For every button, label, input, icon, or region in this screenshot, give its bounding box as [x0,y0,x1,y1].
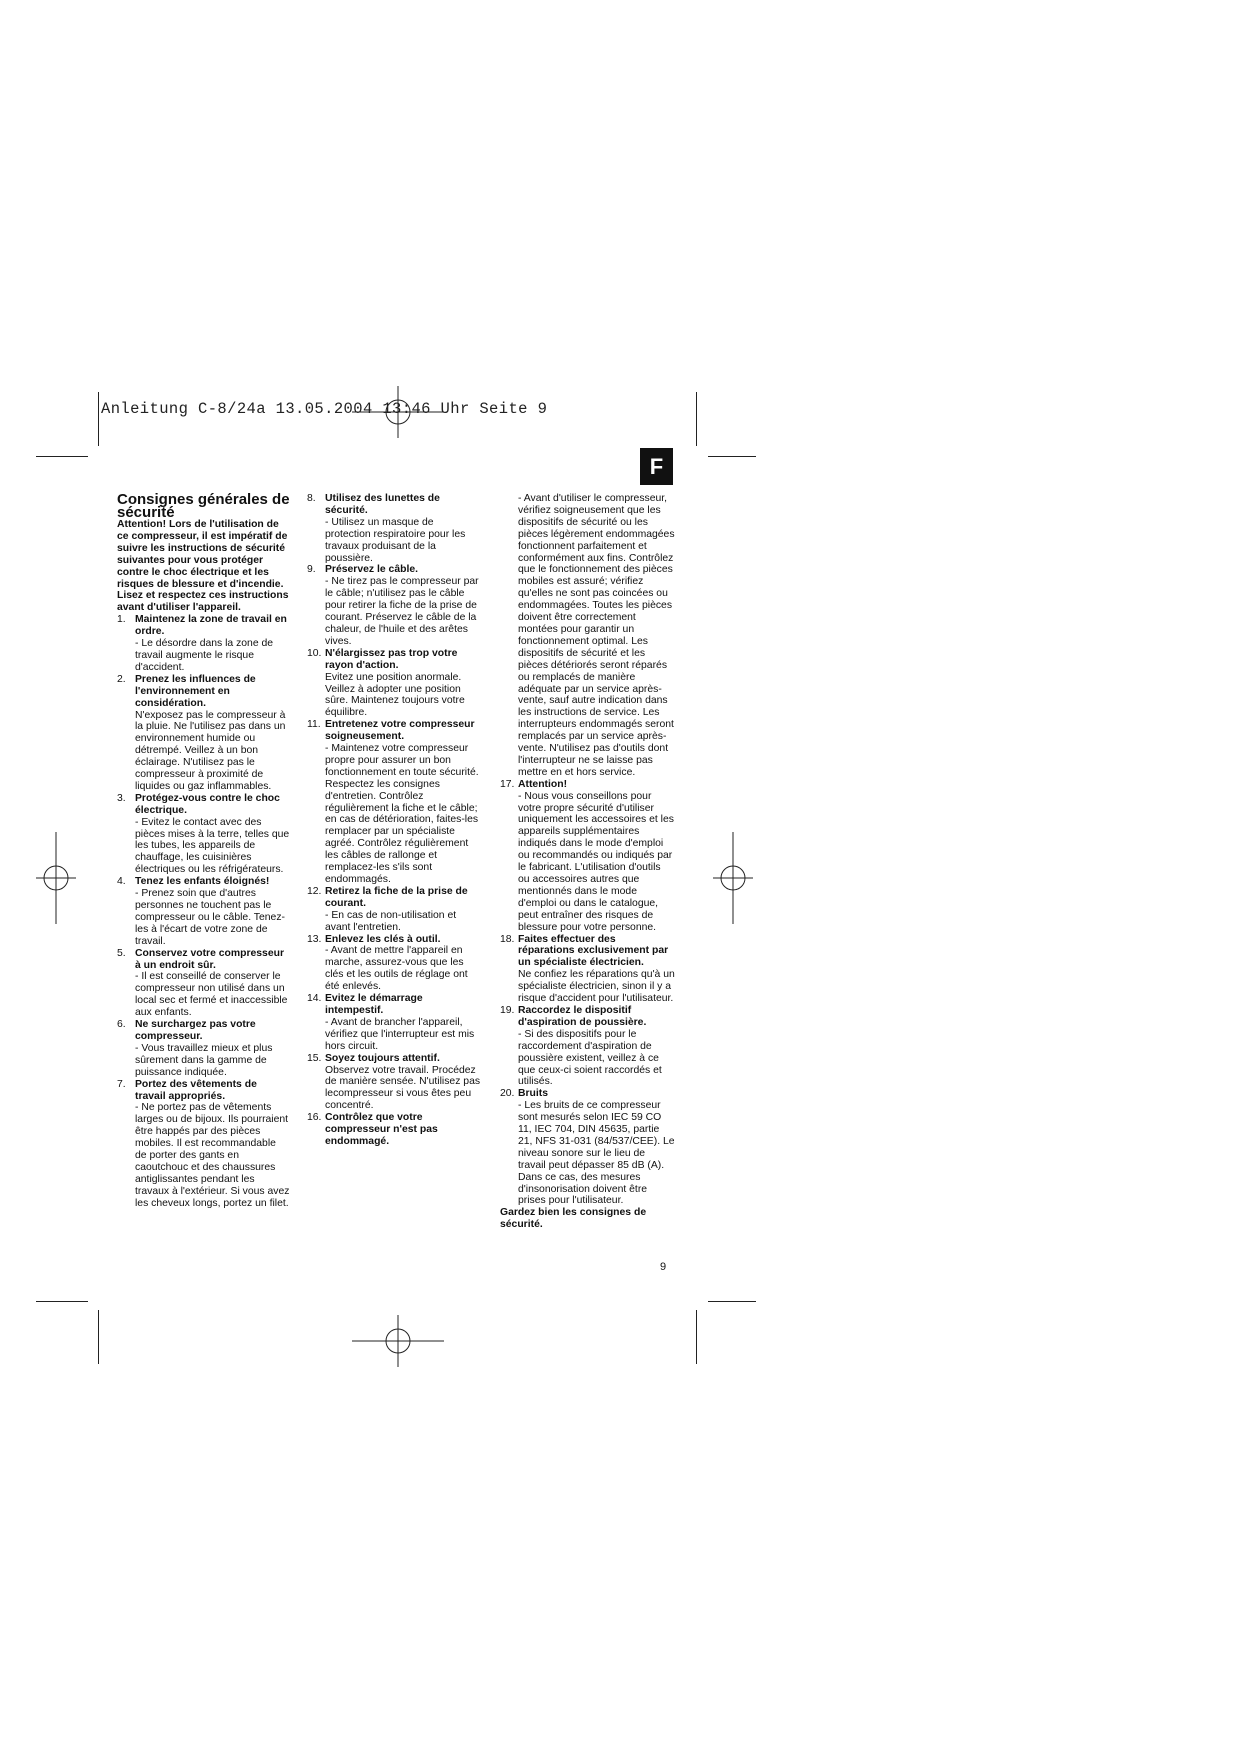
item-text: - Avant de brancher l'appareil, vérifiez que l'interrupteur est mis hors circuit. [325,1016,475,1052]
page-number: 9 [660,1261,667,1273]
list-item: 17. Attention! - Nous vous conseillons pour votre propre sécurité d'utiliser uniquement les accessoires et les appareils supplémentaires indiqués dans le mode d'emploi ou recommandés ou indiqués par le fabricant. L'utilisation d'outils ou accessoires autres que mentionnés dans le mode d'emploi ou dans le catalogue, peut entraîner des risques de blessure pour votre personne. [500,778,674,933]
item-heading: Entretenez votre compresseur soigneusement. [325,719,475,743]
column-3 [500,493,675,1231]
item-heading: Bruits [518,1088,549,1100]
item-text: Evitez une position anormale. Veillez à adopter une position sûre. Maintenez toujours votre équilibre. [325,671,465,719]
list-item [500,493,675,779]
crop-mark-top-right-vertical [696,392,697,446]
print-slug-header: Anleitung C-8/24a 13.05.2004 13:46 Uhr Seite 9 [101,400,548,418]
crop-mark-top-left-horizontal [36,456,88,457]
item-heading: Faites effectuer des réparations exclusivement par un spécialiste électricien. [518,933,669,969]
list-item: 12. Retirez la fiche de la prise de courant. - En cas de non-utilisation et avant l'entretien. [307,886,482,934]
item-heading: Conservez votre compresseur à un endroit sûr. [135,947,284,971]
item-text: - Avant d'utiliser le compresseur, vérifiez soigneusement que les dispositifs de sécurité ou les pièces légèrement endommagées fonctionnent parfaitement et conformément aux fins. Contrôlez que le fonctionnement des pièces mobiles est assuré; vérifiez qu'elles ne sont pas coincées ou endommagées. Toutes les pièces doivent être correctement montées pour garantir un fonctionnement optimal. Les dispositifs de sécurité et les pièces détériorés seront réparés ou remplacés de manière adéquate par un service après-vente, sauf autre indication dans les instructions de service. Les interrupteurs endommagés seront remplacés par un service après-vente. N'utilisez pas d'outils dont l'interrupteur ne se laisse pas mettre en et hors service. [518,493,675,778]
item-heading: Ne surchargez pas votre compresseur. [135,1019,256,1042]
item-heading: Raccordez le dispositif d'aspiration de poussière. [518,1004,647,1028]
item-heading: Attention! [518,778,568,790]
list-item: 14. Evitez le démarrage intempestif. - Avant de brancher l'appareil, vérifiez que l'interrupteur est mis hors circuit. [307,993,482,1053]
registration-mark-bottom-icon [352,1315,444,1367]
item-heading: Utilisez des lunettes de sécurité. [325,493,440,516]
item-text: - Maintenez votre compresseur propre pour assurer un bon fonctionnement en toute sécurité. Respectez les consignes d'entretien. Contrôlez régulièrement la fiche et le câble; en cas de détérioration, faites-les remplacer par un spécialiste agréé. Contrôlez régulièrement les câbles de rallonge et remplacez-les s'ils sont endommagés. [325,743,479,885]
item-heading: Evitez le démarrage intempestif. [325,993,423,1016]
item-heading: Portez des vêtements de travail appropriés. [135,1078,257,1102]
list-item: 8. Utilisez des lunettes de sécurité. - Utilisez un masque de protection respiratoire pour les travaux produisant de la poussière. [307,493,482,564]
intro-paragraph: Attention! Lors de l'utilisation de ce compresseur, il est impératif de suivre les instructions de sécurité suivantes pour vous protéger contre le choc électrique et les risques de blessure et d'incendie. Lisez et respectez ces instructions avant d'utiliser l'appareil. [117,519,289,614]
item-text: - Ne portez pas de vêtements larges ou de bijoux. Ils pourraient être happés par des pièces mobiles. Il est recommandable de porter des gants en caoutchouc et des chaussures antiglissantes pendant les travaux à l'extérieur. Si vous avez les cheveux longs, portez un filet. [135,1102,290,1209]
item-text: - Utilisez un masque de protection respiratoire pour les travaux produisant de la poussière. [325,516,466,564]
item-heading: Maintenez la zone de travail en ordre. [135,614,287,638]
list-item: 15. Soyez toujours attentif. Observez votre travail. Procédez de manière sensée. N'utilisez pas lecompresseur si vous êtes peu concentré. [307,1052,481,1112]
item-text: Observez votre travail. Procédez de manière sensée. N'utilisez pas lecompresseur si vous êtes peu concentré. [325,1064,481,1112]
crop-mark-bottom-left-vertical [98,1310,99,1364]
list-item: 9. Préservez le câble. - Ne tirez pas le compresseur par le câble; n'utilisez pas le câble pour retirer la fiche de la prise de courant. Préservez le câble de la chaleur, de l'huile et des arêtes vives. [307,564,482,647]
item-text: - Prenez soin que d'autres personnes ne touchent pas le compresseur ou le câble. Tenez-les à l'écart de votre zone de travail. [135,888,285,947]
item-text: - Les bruits de ce compresseur sont mesurés selon IEC 59 CO 11, IEC 704, DIN 45635, partie 21, NFS 31-031 (84/537/CEE). Le niveau sonore sur le lieu de travail peut dépasser 85 dB (A). Dans ce cas, des mesures d'insonorisation doivent être prises pour l'utilisateur. [518,1100,675,1207]
language-badge: F [640,448,673,485]
crop-mark-top-left-vertical [98,392,99,446]
item-heading: Retirez la fiche de la prise de courant. [325,885,468,909]
list-item: 18. Faites effectuer des réparations exclusivement par un spécialiste électricien. Ne confiez les réparations qu'à un spécialiste électricien, sinon il y a risque d'accident pour l'utilisateur. [500,933,675,1005]
column-2 [307,493,482,1148]
item-text: - Le désordre dans la zone de travail augmente le risque d'accident. [135,638,274,673]
crop-mark-bottom-left-horizontal [36,1301,88,1302]
item-heading: Protégez-vous contre le choc électrique. [135,792,280,816]
list-item: 4. Tenez les enfants éloignés! - Prenez soin que d'autres personnes ne touchent pas le compresseur ou le câble. Tenez-les à l'écart de votre zone de travail. [117,876,290,947]
item-heading: Contrôlez que votre compresseur n'est pas endommagé. [325,1112,438,1147]
item-text: - Ne tirez pas le compresseur par le câble; n'utilisez pas le câble pour retirer la fiche de la prise de courant. Préservez le câble de la chaleur, de l'huile et des arêtes vives. [325,576,479,647]
crop-mark-top-right-horizontal [708,456,756,457]
page-title: Consignes générales de sécurité [117,491,290,521]
list-item: 11. Entretenez votre compresseur soigneusement. - Maintenez votre compresseur propre pour assurer un bon fonctionnement en toute sécurité. Respectez les consignes d'entretien. Contrôlez régulièrement la fiche et le câble; en cas de détérioration, faites-les remplacer par un spécialiste agréé. Contrôlez régulièrement les câbles de rallonge et remplacez-les s'ils sont endommagés. [307,719,482,886]
item-text: Ne confiez les réparations qu'à un spécialiste électricien, sinon il y a risque d'accident pour l'utilisateur. [518,969,675,1005]
item-text: - Evitez le contact avec des pièces mises à la terre, telles que les tubes, les appareils de chauffage, les cuisinières électriques ou les réfrigérateurs. [135,816,290,876]
item-heading: Enlevez les clés à outil. [325,933,441,945]
closing-note: Gardez bien les consignes de sécurité. [500,1207,647,1231]
list-item: 1. Maintenez la zone de travail en ordre. - Le désordre dans la zone de travail augmente le risque d'accident. [117,614,290,674]
item-text: - Il est conseillé de conserver le compresseur non utilisé dans un local sec et fermé et inaccessible aux enfants. [135,971,288,1019]
list-item: 19. Raccordez le dispositif d'aspiration de poussière. - Si des dispositifs pour le raccordement d'aspiration de poussière existent, veillez à ce que ceux-ci soient raccordés et utilisés. [500,1005,675,1088]
list-item: 20. Bruits - Les bruits de ce compresseur sont mesurés selon IEC 59 CO 11, IEC 704, DIN 45635, partie 21, NFS 31-031 (84/537/CEE). Le niveau sonore sur le lieu de travail peut dépasser 85 dB (A). Dans ce cas, des mesures d'insonorisation doivent être prises pour l'utilisateur. [500,1088,675,1207]
item-text: - Nous vous conseillons pour votre propre sécurité d'utiliser uniquement les accessoires et les appareils supplémentaires indiqués dans le mode d'emploi ou recommandés ou indiqués par le fabricant. L'utilisation d'outils ou accessoires autres que mentionnés dans le mode d'emploi ou dans le catalogue, peut entraîner des risques de blessure pour votre personne. [518,790,674,933]
item-text: - En cas de non-utilisation et avant l'entretien. [325,909,457,933]
crop-mark-bottom-right-vertical [696,1310,697,1364]
column-1 [117,493,290,1210]
list-item: 7. Portez des vêtements de travail appropriés. - Ne portez pas de vêtements larges ou de bijoux. Ils pourraient être happés par des pièces mobiles. Il est recommandable de porter des gants en caoutchouc et des chaussures antiglissantes pendant les travaux à l'extérieur. Si vous avez les cheveux longs, portez un filet. [117,1078,290,1209]
item-list-part-1 [117,614,290,1209]
list-item-continued: 16. Contrôlez que votre compresseur n'est pas endommagé. [307,1112,482,1148]
crop-mark-bottom-right-horizontal [708,1301,756,1302]
item-text: - Vous travaillez mieux et plus sûrement dans la gamme de puissance indiquée. [135,1042,273,1078]
item-heading: Préservez le câble. [325,564,419,576]
list-item: 6. Ne surchargez pas votre compresseur. - Vous travaillez mieux et plus sûrement dans la gamme de puissance indiquée. [117,1019,290,1079]
item-heading: N'élargissez pas trop votre rayon d'action. [325,647,458,671]
item-text: N'exposez pas le compresseur à la pluie. Ne l'utilisez pas dans un environnement humide ou détrempé. Veillez à un bon éclairage. N'utilisez pas le compresseur à proximité de liquides ou gaz inflammables. [135,709,286,792]
item-text: - Avant de mettre l'appareil en marche, assurez-vous que les clés et les outils de réglage ont été enlevés. [325,945,468,993]
list-item: 10. N'élargissez pas trop votre rayon d'action. Evitez une position anormale. Veillez à adopter une position sûre. Maintenez toujours votre équilibre. [307,648,482,719]
list-item: 5. Conservez votre compresseur à un endroit sûr. - Il est conseillé de conserver le compresseur non utilisé dans un local sec et fermé et inaccessible aux enfants. [117,948,290,1019]
item-heading: Prenez les influences de l'environnement en considération. [135,673,256,709]
item-heading: Soyez toujours attentif. [325,1052,440,1064]
registration-mark-left-icon [36,832,76,924]
list-item: 13. Enlevez les clés à outil. - Avant de mettre l'appareil en marche, assurez-vous que les clés et les outils de réglage ont été enlevés. [307,934,482,994]
item-heading: Tenez les enfants éloignés! [135,876,270,888]
list-item: 2. Prenez les influences de l'environnement en considération. N'exposez pas le compresseur à la pluie. Ne l'utilisez pas dans un environnement humide ou détrempé. Veillez à un bon éclairage. N'utilisez pas le compresseur à proximité de liquides ou gaz inflammables. [117,674,290,793]
registration-mark-right-icon [713,832,753,924]
item-text: - Si des dispositifs pour le raccordement d'aspiration de poussière existent, veillez à ce que ceux-ci soient raccordés et utilisés. [518,1028,662,1088]
list-item: 3. Protégez-vous contre le choc électrique. - Evitez le contact avec des pièces mises à la terre, telles que les tubes, les appareils de chauffage, les cuisinières électriques ou les réfrigérateurs. [117,792,290,876]
